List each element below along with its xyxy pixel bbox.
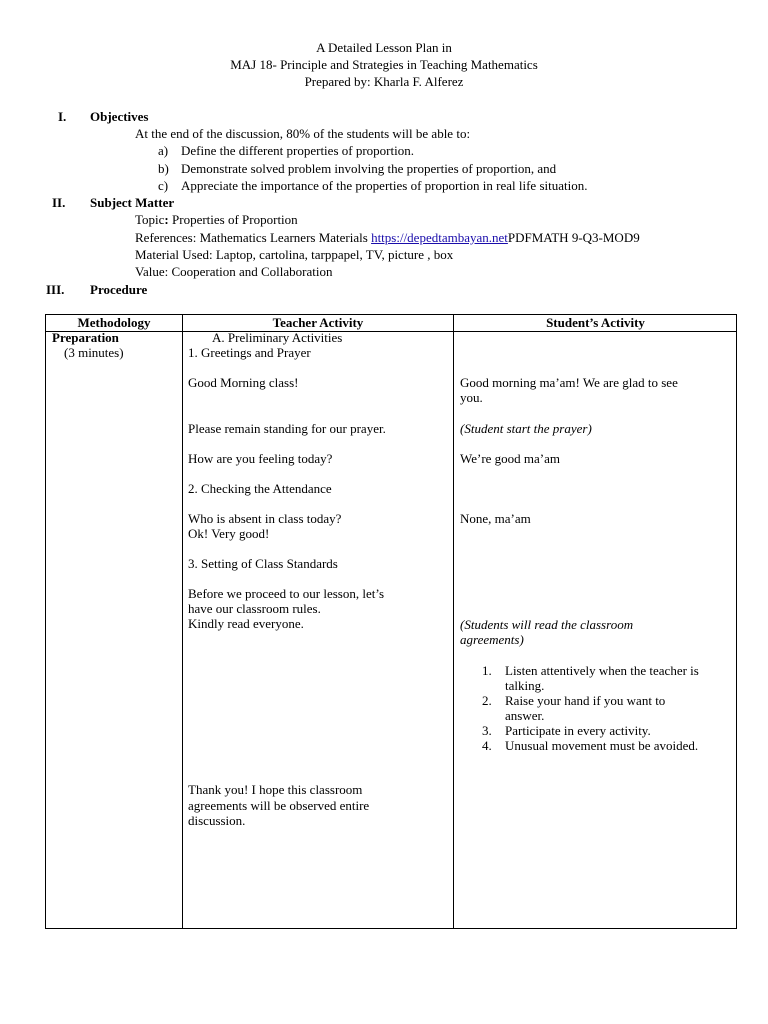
teacher-thanks-line-2: agreements will be observed entire (188, 798, 370, 813)
student-good: We’re good ma’am (460, 451, 561, 466)
rule-text-line-2: talking. (505, 678, 545, 693)
list-item (461, 663, 736, 693)
objective-item-a: Define the different properties of proportion. (181, 143, 414, 158)
prepared-by: Prepared by: Kharla F. Alferez (304, 74, 464, 89)
objective-item-c: Appreciate the importance of the properties of proportion in real life situation. (181, 178, 588, 193)
teacher-prayer: Please remain standing for our prayer. (188, 421, 386, 436)
teacher-good-morning: Good Morning class! (188, 375, 299, 390)
classroom-rules-list (461, 663, 736, 753)
rule-number: 2. (482, 693, 492, 708)
class-standards-heading: 3. Setting of Class Standards (188, 556, 338, 571)
teacher-absent-question: Who is absent in class today? (188, 511, 342, 526)
student-good-morning-line-2: you. (460, 390, 483, 405)
objective-marker-c: c) (158, 178, 169, 193)
student-read-line-1: (Students will read the classroom (460, 617, 634, 632)
list-item (461, 723, 736, 738)
column-divider (182, 315, 183, 928)
list-item (461, 738, 736, 753)
references-suffix: PDFMATH 9-Q3-MOD9 (507, 230, 640, 245)
column-divider (453, 315, 454, 928)
student-good-morning-line-1: Good morning ma’am! We are glad to see (460, 375, 678, 390)
teacher-proceed-line-2: have our classroom rules. (188, 601, 321, 616)
preliminary-activities-heading: A. Preliminary Activities (212, 330, 343, 345)
references-link[interactable]: https://depedtambayan.net (371, 230, 508, 245)
objectives-heading: Objectives (90, 109, 149, 124)
subject-matter-heading: Subject Matter (90, 195, 175, 210)
topic-label: Topic (135, 212, 165, 227)
teacher-feeling: How are you feeling today? (188, 451, 333, 466)
teacher-thanks-line-1: Thank you! I hope this classroom (188, 782, 363, 797)
header-teacher-activity: Teacher Activity (272, 315, 364, 330)
teacher-thanks-line-3: discussion. (188, 813, 246, 828)
objective-marker-b: b) (158, 161, 169, 176)
references-line (135, 230, 640, 245)
subject-matter-numeral: II. (52, 195, 66, 210)
document-title-line-2: MAJ 18- Principle and Strategies in Teaching Mathematics (230, 57, 538, 72)
rule-text-line-1: Participate in every activity. (505, 723, 651, 738)
procedure-numeral: III. (46, 282, 65, 297)
rule-text-line-1: Listen attentively when the teacher is (505, 663, 699, 678)
teacher-proceed-line-1: Before we proceed to our lesson, let’s (188, 586, 385, 601)
objectives-numeral: I. (58, 109, 67, 124)
methodology-preparation: Preparation (52, 330, 119, 345)
header-methodology: Methodology (77, 315, 151, 330)
objectives-intro: At the end of the discussion, 80% of the students will be able to: (135, 126, 471, 141)
objective-marker-a: a) (158, 143, 169, 158)
materials-line: Material Used: Laptop, cartolina, tarppapel, TV, picture , box (135, 247, 454, 262)
references-label: References: Mathematics Learners Materials (135, 230, 372, 245)
student-read-line-2: agreements) (460, 632, 524, 647)
methodology-duration: (3 minutes) (64, 345, 124, 360)
rule-number: 1. (482, 663, 492, 678)
document-title-line-1: A Detailed Lesson Plan in (316, 40, 452, 55)
greetings-heading: 1. Greetings and Prayer (188, 345, 311, 360)
value-line: Value: Cooperation and Collaboration (135, 264, 333, 279)
topic-line (135, 212, 298, 227)
rule-text-line-1: Raise your hand if you want to (505, 693, 666, 708)
student-none: None, ma’am (460, 511, 531, 526)
teacher-read: Kindly read everyone. (188, 616, 304, 631)
student-prayer: (Student start the prayer) (460, 421, 592, 436)
header-divider (46, 331, 736, 332)
teacher-very-good: Ok! Very good! (188, 526, 270, 541)
rule-text-line-2: answer. (505, 708, 545, 723)
topic-colon: : (164, 212, 169, 227)
attendance-heading: 2. Checking the Attendance (188, 481, 332, 496)
rule-text-line-1: Unusual movement must be avoided. (505, 738, 699, 753)
rule-number: 4. (482, 738, 492, 753)
procedure-heading: Procedure (90, 282, 148, 297)
procedure-table (45, 314, 737, 929)
objective-item-b: Demonstrate solved problem involving the properties of proportion, and (181, 161, 557, 176)
topic-value: Properties of Proportion (168, 212, 298, 227)
rule-number: 3. (482, 723, 492, 738)
header-students-activity: Student’s Activity (546, 315, 645, 330)
list-item (461, 693, 736, 723)
